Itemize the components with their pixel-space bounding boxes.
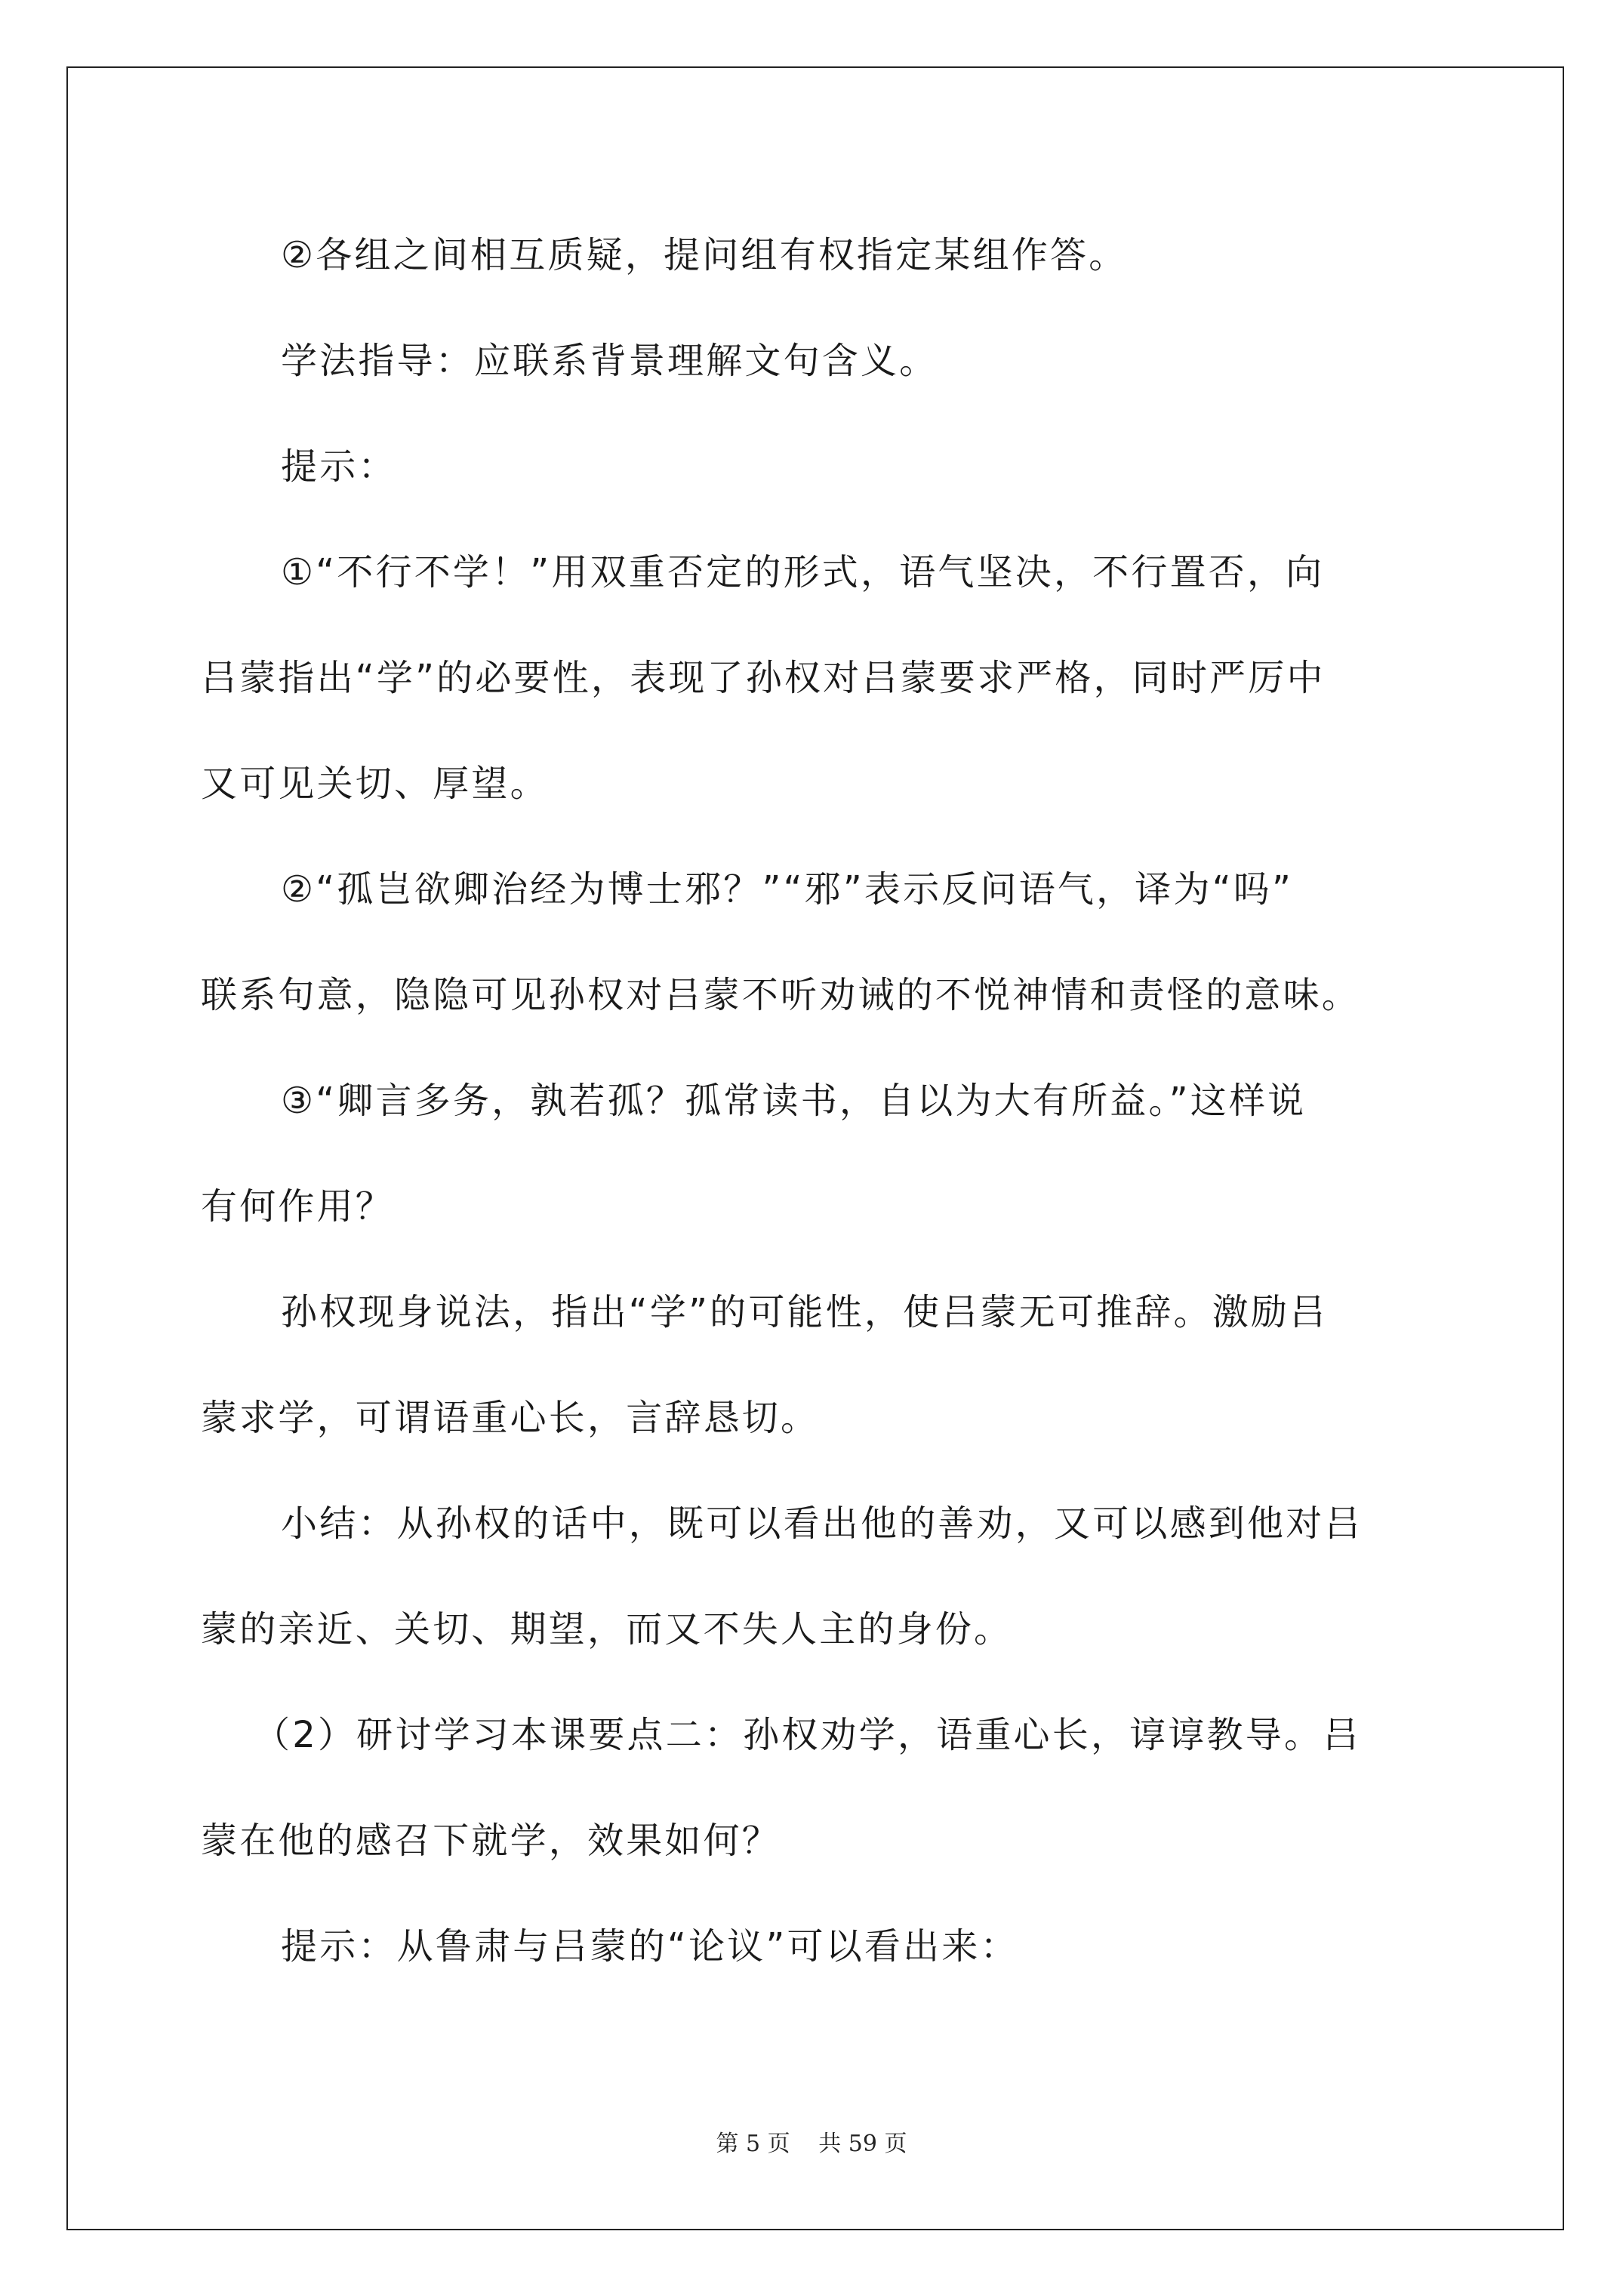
paragraph-line: 蒙在他的感召下就学，效果如何？ bbox=[201, 1820, 781, 1862]
page-total: 共 59 页 bbox=[818, 2131, 907, 2157]
page-footer bbox=[0, 2129, 1623, 2159]
paragraph-line: 学法指导：应联系背景理解文句含义。 bbox=[281, 340, 938, 382]
paragraph-line: ②“孤岂欲卿治经为博士邪？”“邪”表示反问语气，译为“吗” bbox=[281, 868, 1294, 911]
paragraph-line: 蒙的亲近、关切、期望，而又不失人主的身份。 bbox=[201, 1608, 1013, 1650]
paragraph-line: 有何作用？ bbox=[201, 1185, 395, 1228]
paragraph-line: ③“卿言多务，孰若孤？孤常读书，自以为大有所益。”这样说 bbox=[281, 1080, 1307, 1122]
paragraph-line: 联系句意，隐隐可见孙权对吕蒙不听劝诫的不悦神情和责怪的意味。 bbox=[201, 974, 1361, 1016]
page-number: 第 5 页 bbox=[716, 2131, 790, 2157]
paragraph-line: 蒙求学，可谓语重心长，言辞恳切。 bbox=[201, 1397, 820, 1439]
paragraph-line: 吕蒙指出“学”的必要性，表现了孙权对吕蒙要求严格，同时严厉中 bbox=[201, 657, 1326, 699]
page-border bbox=[66, 66, 1564, 2230]
paragraph-line: （2）研讨学习本课要点二：孙权劝学，语重心长，谆谆教导。吕 bbox=[254, 1714, 1362, 1756]
paragraph-line: ①“不行不学！”用双重否定的形式，语气坚决，不行置否，向 bbox=[281, 551, 1325, 593]
paragraph-line: 孙权现身说法，指出“学”的可能性，使吕蒙无可推辞。激励吕 bbox=[281, 1291, 1329, 1333]
paragraph-line: 又可见关切、厚望。 bbox=[201, 763, 549, 805]
paragraph-line: 提示：从鲁肃与吕蒙的“论议”可以看出来： bbox=[281, 1925, 1019, 1968]
paragraph-line: ②各组之间相互质疑，提问组有权指定某组作答。 bbox=[281, 234, 1128, 276]
paragraph-line: 小结：从孙权的话中，既可以看出他的善劝，又可以感到他对吕 bbox=[281, 1502, 1363, 1545]
paragraph-line: 提示： bbox=[281, 445, 397, 488]
